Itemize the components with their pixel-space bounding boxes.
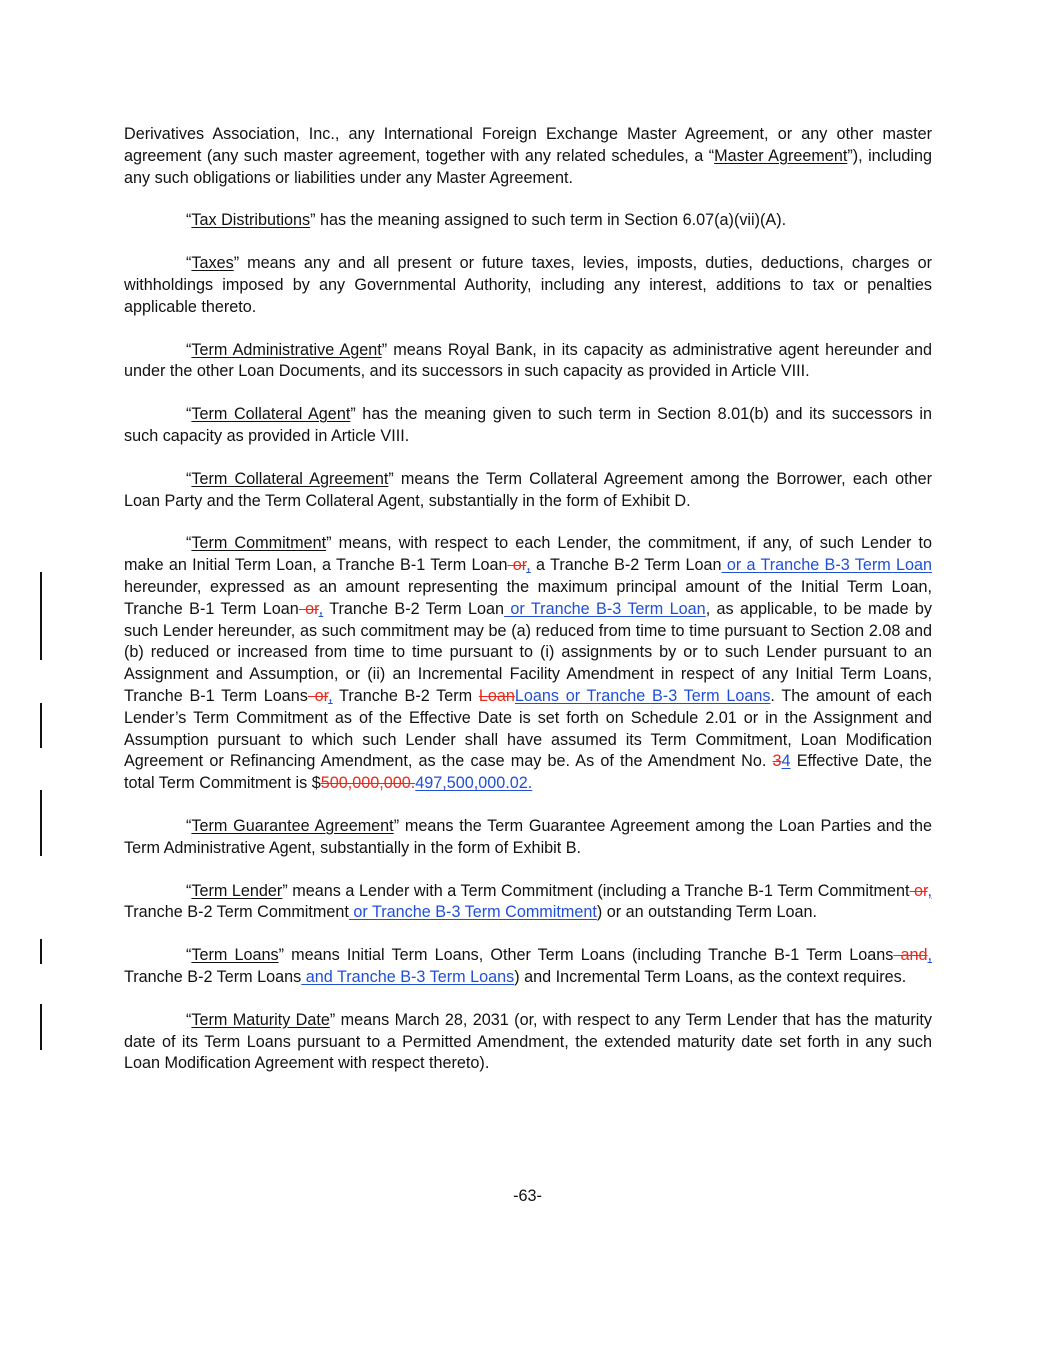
text: ” has the meaning assigned to such term in Section 6.07(a)(vii)(A). <box>310 211 787 230</box>
change-bar <box>40 703 42 748</box>
paragraph-term-collateral-agreement <box>124 469 932 513</box>
change-bar <box>40 939 42 964</box>
text: ” means Initial Term Loans, Other Term Loans (including Tranche B-1 Term Loans <box>278 946 894 965</box>
inserted-text: Loans or Tranche B-3 Term Loans <box>514 686 771 705</box>
text: “ <box>186 946 192 965</box>
paragraph-term-maturity-date <box>124 1010 932 1075</box>
text: “ <box>186 340 192 359</box>
text: Effective Date, the total Term Commitment is $ <box>124 752 932 793</box>
paragraph-term-guarantee-agreement <box>124 816 932 860</box>
deleted-text: or <box>298 599 319 618</box>
text: hereunder, expressed as an amount representing the maximum principal amount of the Initial Term Loan, Tranche B-1 Term Loan <box>124 577 932 618</box>
paragraph-term-loans <box>124 945 932 989</box>
text: . The amount of each Lender’s Term Commitment as of the Effective Date is set forth on Schedule 2.01 or in the Assignment and Assumption pursuant to which such Lender shall have assumed its Term Commitment, Loan Modification Agreement or Refinancing Amendment, as the case may be. As of the Amendment No. <box>124 686 932 771</box>
text: ) or an outstanding Term Loan. <box>596 903 818 922</box>
deleted-text: and <box>893 946 928 965</box>
text: ”), including any such obligations or liabilities under any Master Agreement. <box>124 146 932 187</box>
inserted-text: or a Tranche B-3 Term Loan <box>721 556 933 575</box>
text: ” means any and all present or future taxes, levies, imposts, duties, deductions, charges or withholdings imposed by any Governmental Authority, including any interest, additions to tax or penalties applicable thereto. <box>124 254 932 316</box>
inserted-text: or Tranche B-3 Term Loan <box>504 599 706 618</box>
defined-term: Term Administrative Agent <box>191 340 382 359</box>
deleted-text: or <box>507 556 527 575</box>
inserted-text: and Tranche B-3 Term Loans <box>301 967 515 986</box>
text: ” means the Term Collateral Agreement among the Borrower, each other Loan Party and the Term Collateral Agent, substantially in the form of Exhibit D. <box>124 469 932 510</box>
paragraph-master-agreement <box>124 124 932 189</box>
change-bar <box>40 790 42 856</box>
defined-term: Master Agreement <box>714 146 848 165</box>
text: “ <box>186 211 192 230</box>
text: Tranche B-2 Term Commitment <box>124 903 349 922</box>
paragraph-term-administrative-agent <box>124 340 932 384</box>
text: ” means March 28, 2031 (or, with respect to any Term Lender that has the maturity date of its Term Loans pursuant to a Permitted Amendment, the extended maturity date set forth in any such Loan Modification Agreement with respect thereto). <box>124 1010 932 1073</box>
defined-term: Taxes <box>191 254 234 273</box>
defined-term: Term Commitment <box>191 534 327 553</box>
text: ” means, with respect to each Lender, the commitment, if any, of such Lender to make an Initial Term Loan, a Tranche B-1 Term Loan <box>124 534 932 575</box>
inserted-text: 4 <box>781 752 791 771</box>
deleted-text: 500,000,000. <box>320 774 416 793</box>
change-bar <box>40 1004 42 1050</box>
inserted-text: or Tranche B-3 Term Commitment <box>348 903 597 922</box>
text: Tranche B-2 Term Loan <box>323 599 505 618</box>
inserted-text: , <box>927 946 932 965</box>
deleted-text: or <box>307 686 329 705</box>
defined-term: Term Collateral Agreement <box>191 469 389 488</box>
deleted-text: or <box>909 881 928 900</box>
defined-term: Term Guarantee Agreement <box>191 816 394 835</box>
text: Derivatives Association, Inc., any International Foreign Exchange Master Agreement, or any other master agreement (any such master agreement, together with any related schedules, a “ <box>124 125 932 165</box>
text: ” means the Term Guarantee Agreement among the Loan Parties and the Term Administrative Agent, substantially in the form of Exhibit B. <box>124 816 932 857</box>
defined-term: Term Maturity Date <box>191 1010 330 1029</box>
inserted-text: , <box>927 881 933 900</box>
text: “ <box>186 881 192 900</box>
text: ) and Incremental Term Loans, as the context requires. <box>514 967 907 986</box>
inserted-text: , <box>328 686 333 705</box>
text: Tranche B-2 Term <box>332 686 479 705</box>
paragraph-term-lender <box>124 881 932 925</box>
text: “ <box>186 534 192 553</box>
deleted-text: 3 <box>772 752 782 771</box>
text: ” has the meaning given to such term in Section 8.01(b) and its successors in such capacity as provided in Article VIII. <box>124 405 932 445</box>
text: , as applicable, to be made by such Lender hereunder, as such commitment may be (a) reduced from time to time pursuant to Section 2.08 and (b) reduced or increased from time to time pursuant to (i) assignments by or to such Lender pursuant to an Assignment and Assumption, or (ii) an Incremental Facility Amendment in respect of any Initial Term Loans, Tranche B-1 Term Loans <box>124 599 933 705</box>
text: “ <box>186 254 192 273</box>
deleted-text: Loan <box>478 686 515 705</box>
defined-term: Term Collateral Agent <box>191 405 351 424</box>
inserted-text: , <box>318 599 324 618</box>
text: ” means a Lender with a Term Commitment (including a Tranche B-1 Term Commitment <box>282 881 910 900</box>
paragraph-term-commitment <box>124 533 932 795</box>
text: ” means Royal Bank, in its capacity as administrative agent hereunder and under the other Loan Documents, and its successors in such capacity as provided in Article VIII. <box>124 340 933 381</box>
defined-term: Term Lender <box>191 881 283 900</box>
text: a Tranche B-2 Term Loan <box>530 556 722 575</box>
text: “ <box>186 816 192 835</box>
defined-term: Term Loans <box>191 946 279 965</box>
paragraph-term-collateral-agent <box>124 404 932 448</box>
document-page <box>124 124 932 1096</box>
page-number: -63- <box>513 1187 542 1205</box>
inserted-text: 497,500,000.02. <box>415 774 533 793</box>
text: “ <box>186 469 192 488</box>
defined-term: Tax Distributions <box>191 211 311 230</box>
text: “ <box>186 405 192 424</box>
paragraph-taxes <box>124 253 932 318</box>
text: “ <box>186 1010 192 1029</box>
inserted-text: , <box>526 556 531 575</box>
paragraph-tax-distributions <box>124 210 932 232</box>
change-bar <box>40 572 42 660</box>
text: Tranche B-2 Term Loans <box>124 967 302 986</box>
